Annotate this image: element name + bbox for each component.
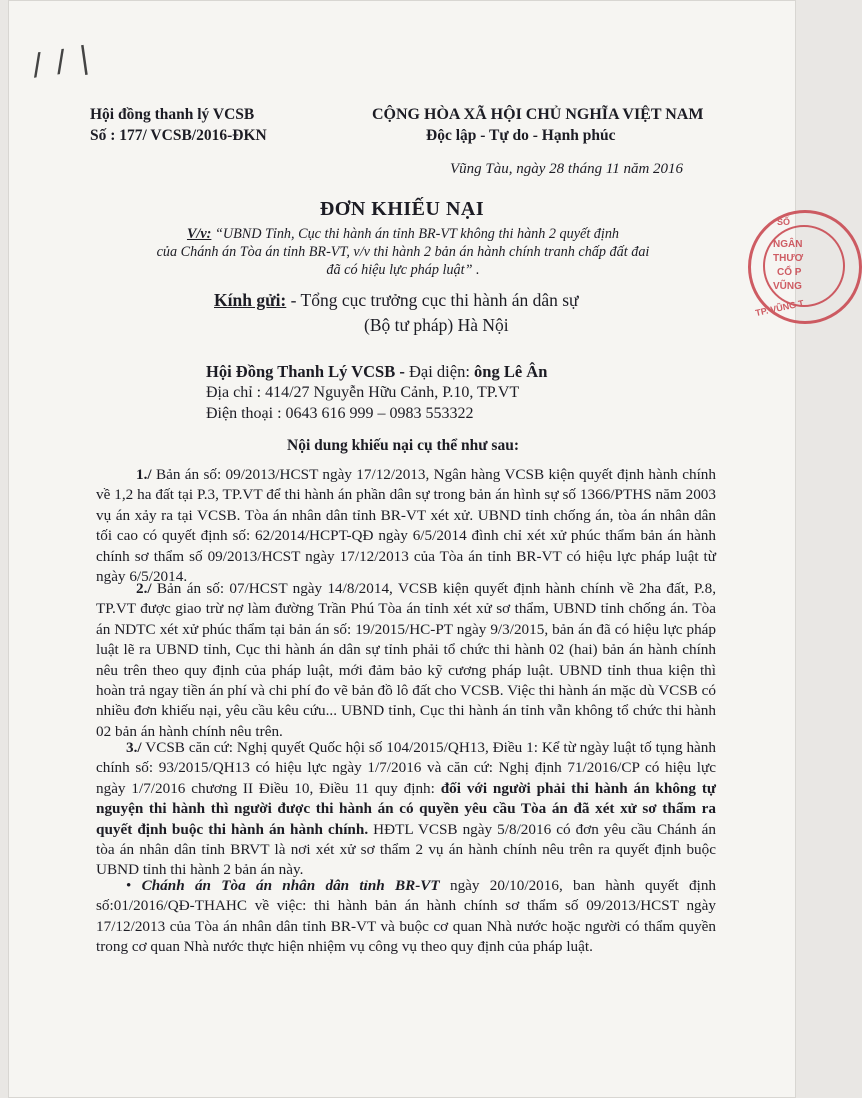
complaint-item-2 bbox=[96, 579, 716, 742]
place-date: Vũng Tàu, ngày 28 tháng 11 năm 2016 bbox=[450, 161, 684, 177]
item-3-number: 3./ bbox=[126, 739, 142, 756]
page-title: ĐƠN KHIẾU NẠI bbox=[319, 198, 485, 220]
handwritten-mark: / / | bbox=[29, 40, 94, 83]
national-title: CỘNG HÒA XÃ HỘI CHỦ NGHĨA VIỆT NAM bbox=[372, 106, 704, 123]
org-name: Hội đồng thanh lý VCSB bbox=[90, 106, 255, 123]
complaint-item-1 bbox=[96, 465, 716, 587]
national-motto: Độc lập - Tự do - Hạnh phúc bbox=[426, 127, 616, 144]
item-3-text-a: VCSB căn cứ: Nghị quyết Quốc hội số 104/2015/QH13, Điều 1: Kể từ ngày luật tố tụng hành chính số: 93/2015/QH13 có hiệu lực ngày 1/7/2016 và căn cứ: Nghị định 71/2016/CP có hiệu lực ngày 1/7/2016 chương II Điều 10, Điều 11 quy định: bbox=[96, 739, 716, 797]
recipient-label: Kính gửi: bbox=[214, 290, 287, 310]
subject-line-3: đã có hiệu lực pháp luật” . bbox=[326, 262, 480, 278]
item-1-text: Bản án số: 09/2013/HCST ngày 17/12/2013, Ngân hàng VCSB kiện quyết định hành chính về 1,2 ha đất tại P.3, TP.VT để thi hành án phần dân sự trong bản án hình sự số 1366/PTHS năm 2003 vụ án xảy ra tại VCSB. Tòa án nhân dân tỉnh BR-VT xét xử. UBND tỉnh chống án, tòa án nhân dân tối cao có quyết định số: 62/2014/HCPT-QĐ ngày 6/5/2014 đình chỉ xét xử phúc thẩm bản án hành chính sơ thẩm số 09/2013/HCST ngày 17/12/2013 của Tòa án tỉnh BR-VT có hiệu lực pháp luật từ ngày 6/5/2014. bbox=[96, 466, 716, 586]
representative-label: Đại diện: bbox=[408, 362, 470, 381]
bullet-text: ngày 20/10/2016, ban hành quyết định số:01/2016/QĐ-THAHC về việc: thi hành bản án hành chính sơ thẩm số 09/2013/HCST ngày 17/12/2013 của Tòa án nhân dân tỉnh BR-VT và buộc cơ quan Nhà nước hoặc người có thẩm quyền trong cơ quan Nhà nước thực hiện nhiệm vụ công vụ theo quy định của pháp luật. bbox=[96, 877, 717, 956]
item-1-number: 1./ bbox=[136, 466, 152, 483]
bullet-lead: Chánh án Tòa án nhân dân tỉnh BR-VT bbox=[141, 877, 440, 894]
subject bbox=[108, 225, 698, 279]
stamp-text-3: CỔ P bbox=[777, 267, 802, 278]
item-3-text-bold: đối với người phải thi hành án không tự nguyện thi hành thì người được thi hành án có quyền yêu cầu Tòa án đã xét xử sơ thẩm ra quyết định buộc thi hành án hành chính. bbox=[96, 779, 716, 838]
sender-address: Địa chỉ : 414/27 Nguyễn Hữu Cảnh, P.10, TP.VT bbox=[206, 384, 520, 401]
representative-name: ông Lê Ân bbox=[474, 362, 548, 381]
subject-line-1: “UBND Tỉnh, Cục thi hành án tỉnh BR-VT không thi hành 2 quyết định bbox=[214, 226, 620, 242]
subject-label: V/v: bbox=[186, 226, 212, 242]
document-page bbox=[8, 0, 805, 1098]
complaint-item-3 bbox=[96, 738, 716, 881]
stamp-text-1: NGÂN bbox=[773, 239, 803, 250]
official-stamp bbox=[748, 210, 862, 324]
recipient-line-2: (Bộ tư pháp) Hà Nội bbox=[364, 315, 509, 335]
stamp-text-bottom: TP. VŨNG T bbox=[754, 297, 805, 319]
content-heading: Nội dung khiếu nại cụ thể như sau: bbox=[287, 437, 519, 454]
document-number: Số : 177/ VCSB/2016-ĐKN bbox=[90, 127, 267, 144]
bullet-symbol: • bbox=[126, 877, 132, 894]
sender-phone: Điện thoại : 0643 616 999 – 0983 553322 bbox=[206, 405, 474, 422]
item-2-text: Bản án số: 07/HCST ngày 14/8/2014, VCSB kiện quyết định hành chính về 2ha đất, P.8, TP.VT được giao trừ nợ làm đường Trần Phú Tòa án tỉnh xét xử sơ thẩm, UBND tỉnh chống án. Tòa án NDTC xét xử phúc thẩm tại bản án số: 19/2015/HC-PT ngày 9/3/2015, bản án đã có hiệu lực pháp luật lẽ ra UBND tỉnh, Cục thi hành án dân sự tỉnh phải tổ chức thi hành 02 (hai) bản án hành chính nêu trên theo quy định của pháp luật, mới đảm bảo kỹ cương pháp luật. UBND tỉnh thua kiện thì hoàn trả ngay tiền án phí và chi phí đo vẽ bản đồ lô đất cho VCSB. Việc thi hành án mặc dù VCSB có nhiều đơn khiếu nại, yêu cầu kêu cứu... UBND tỉnh, Cục thi hành án tỉnh vẫn không tổ chức thi hành 02 bản án hành chính nêu trên. bbox=[96, 580, 716, 740]
sender-name: Hội Đồng Thanh Lý VCSB - bbox=[206, 362, 405, 381]
bullet-paragraph bbox=[96, 876, 716, 958]
recipient-line-1: - Tổng cục trưởng cục thi hành án dân sự bbox=[286, 290, 579, 310]
subject-line-2: của Chánh án Tòa án tỉnh BR-VT, v/v thi hành 2 bản án hành chính tranh chấp đất đai bbox=[156, 244, 650, 260]
stamp-text-2: THƯƠ bbox=[773, 253, 804, 264]
stamp-text-4: VŨNG bbox=[773, 281, 802, 292]
stamp-inner-ring bbox=[763, 225, 845, 307]
recipient bbox=[214, 290, 579, 311]
item-3-text-b: HĐTL VCSB ngày 5/8/2016 có đơn yêu cầu Chánh án tòa án nhân dân tỉnh BRVT là nơi xét xử sơ thẩm 2 vụ án hành chính nêu trên ra quyết định buộc UBND tỉnh thi hành 2 bản án này. bbox=[96, 820, 716, 879]
sender-line bbox=[206, 362, 547, 382]
stamp-text-top: SỐ bbox=[777, 217, 791, 227]
item-2-number: 2./ bbox=[136, 580, 152, 597]
